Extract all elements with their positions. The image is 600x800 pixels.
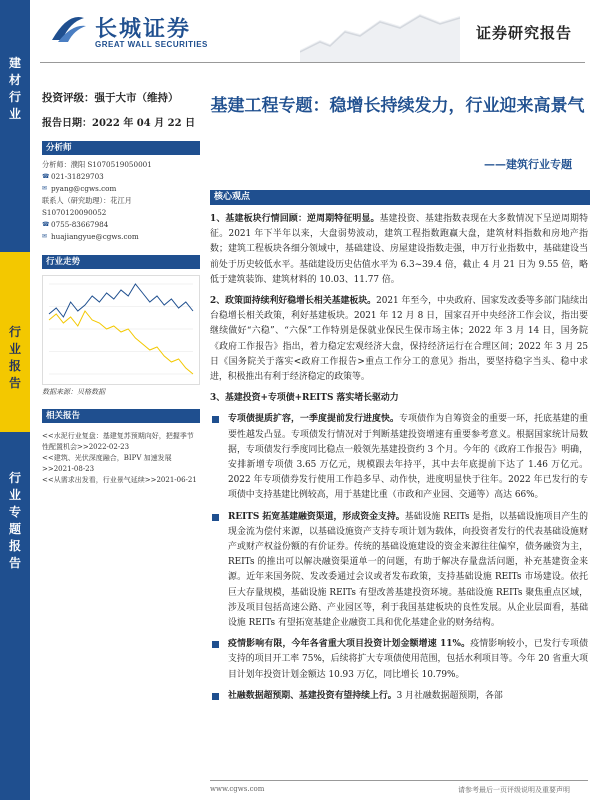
footer-disclaimer: 请参考最后一页评级说明及重要声明: [458, 786, 570, 794]
report-body: [210, 212, 588, 710]
industry-trend-chart: [42, 275, 200, 385]
core-views-label: 核心观点: [210, 190, 590, 205]
contact-email-line: ✉ huajiangyue@cgws.com: [42, 232, 139, 241]
related-report-item[interactable]: <<从需求出发看，行业景气延续>>2021-06-21: [42, 476, 197, 484]
related-report-item[interactable]: <<建筑、光伏深度融合，BIPV 加速发展>>2021-08-23: [42, 454, 172, 473]
chart-series-line-1: [49, 311, 193, 374]
related-reports-list: [42, 431, 200, 486]
bullet-square-icon: [212, 514, 219, 521]
trend-chart-svg: [43, 276, 199, 384]
sidebar-report-tag: 行 业 报 告: [0, 252, 30, 432]
related-reports-label: 相关报告: [42, 409, 200, 423]
report-header: [0, 0, 600, 62]
left-info-column: [42, 66, 200, 487]
report-type-label: 证券研究报告: [475, 24, 572, 42]
contact-id-line: S1070120090052: [42, 208, 107, 217]
company-name-cn: 长城证券: [95, 17, 192, 42]
footer-divider: [210, 780, 588, 781]
footer-website[interactable]: www.cgws.com: [210, 785, 265, 793]
paragraph-social-financing: 社融数据超预期、基建投资有望持续上行。3 月社融数据超预期，各部: [228, 689, 588, 704]
report-date: 报告日期：2022 年 04 月 22 日: [42, 118, 196, 129]
analyst-section-label: 分析师: [42, 141, 200, 155]
sidebar-industry-tag: 建 材 行 业: [8, 56, 21, 121]
phone-icon: ☎: [42, 173, 50, 180]
industry-trend-label: 行业走势: [42, 255, 200, 269]
analyst-name-line: 分析师：濮阳 S1070519050001: [42, 160, 152, 169]
great-wall-watermark-icon: [300, 0, 460, 62]
left-sidebar: [0, 0, 30, 800]
bullet-square-icon: [212, 693, 219, 700]
report-subtitle: ——建筑行业专题: [484, 158, 572, 171]
bullet-square-icon: [212, 641, 219, 648]
paragraph-1: 1、基建板块行情回顾：逆周期特征明显。基建投资、基建指数表现在大多数情况下呈逆周期特征。2021 年下半年以来，大盘弱势波动，建筑工程指数跑赢大盘，建筑材料指数和房地产指数；建筑工程板块各细分领域中，基础建设、房屋建设指数走强，申万行业指数中，基础建设当前处于历史较低水平。基础建设历史估值水平为 6.3~39.4 倍，截止 4 月 21 日为 9.55 倍，略低于建筑装饰、建筑材料的 10.03、11.77 倍。: [210, 214, 588, 285]
paragraph-reits: REITS 拓宽基建融资渠道，形成资金支持。基础设施 REITs 是指，以基础设施项目产生的现金流为偿付来源，以基础设施资产支持专项计划为载体，向投资者发行的代表基础设施财产或财产权益份额的有价证券。传统的基础设施建设的资金来源往往偏窄，债务融资为主，REITs 的推出可以解决融资渠道单一的问题，有助于解决存量盘活问题，补充基建资金来源。近年来国务院、发改委通过会议或者发布政策，支持基础设施 REITs 市场建设。依托巨大存量规模，基础设施 REITs 有望改善基建投资环境。基础设施 REITs 聚焦重点区域，涉及项目包括高速公路、产业园区等，利于我国基建板块的良性发展。从企业层面看，基础设施 REITs 有望拓宽基建企业融资工具和优化基建企业的财务结构。: [228, 510, 588, 632]
header-divider: [40, 62, 585, 63]
chart-source: 数据来源：贝格数据: [42, 388, 105, 396]
sidebar-topic-tag: 行 业 专 题 报 告: [8, 471, 21, 570]
paragraph-3-heading: 3、基建投资+专项债+REITS 落实堵长驱动力: [210, 393, 399, 404]
email-icon: ✉: [42, 233, 48, 240]
related-report-item[interactable]: <<水泥行业复盘：基建复苏预期向好，把握季节性配置机会>>2022-02-23: [42, 432, 194, 451]
paragraph-special-bonds: 专项债提质扩容，一季度提前发行进度快。专项债作为自筹资金的重要一环，托底基建的重要性越发凸显。专项债发行情况对于判断基建投资增速有重要参考意义。根据国家统计局数据，专项债发行季度同比稳点一般领先基建投资约 3 个月。今年的《政府工作报告》明确，安排新增专项债 3.65 万亿元，规模跟去年持平，其中去年底提前下达了 1.46 万亿元。2022 年专项债券发行使用工作趋多早、动作快，进度明显快于往年。2022 年已发行的专项债中支持基建比例较高，用于基建比重（市政和产业园、交通等）高达 66%。: [228, 412, 588, 503]
analyst-info: [42, 159, 200, 243]
report-title: 基建工程专题：稳增长持续发力，行业迎来高景气: [210, 96, 585, 116]
contact-name-line: 联系人（研究助理）：花江月: [42, 196, 132, 205]
contact-phone-line: ☎ 0755-83667984: [42, 220, 109, 229]
paragraph-epidemic: 疫情影响有限，今年各省重大项目投资计划金额增速 11%。疫情影响较小，已发行专项债支持的项目开工率 75%，后续将扩大专项债使用范围，包括水利项目等。今年 20 省重大项目计划年投资计划金额达 10.93 万亿，同比增长 10.79%。: [228, 637, 588, 683]
paragraph-2: 2、政策面持续利好稳增长相关基建板块。2021 年至今，中央政府、国家发改委等多部门陆续出台稳增长相关政策，利好基建板块。2021 年 12 月 8 日，国家召开中央经济工作会议，指出要继续做好“六稳”、“六保”工作特别是保就业保民生保市场主体；2022 年 3 月 14 日，国务院《政府工作报告》指出，着力稳定宏观经济大盘，保持经济运行在合理区间；2022 年 3 月 25 日《国务院关于落实<政府工作报告>重点工作分工的意见》指出，要坚持稳字当头、稳中求进，积极推出有利于经济稳定的政策等。: [210, 296, 588, 383]
company-logo-icon: [48, 12, 88, 46]
analyst-email-line: ✉ pyang@cgws.com: [42, 184, 117, 193]
investment-rating: 投资评级：强于大市（维持）: [42, 92, 179, 104]
phone-icon: ☎: [42, 221, 50, 228]
analyst-phone-line: ☎ 021-31829703: [42, 172, 104, 181]
company-name-en: GREAT WALL SECURITIES: [95, 40, 208, 49]
bullet-square-icon: [212, 416, 219, 423]
chart-series-line-0: [49, 284, 193, 317]
email-icon: ✉: [42, 185, 48, 192]
